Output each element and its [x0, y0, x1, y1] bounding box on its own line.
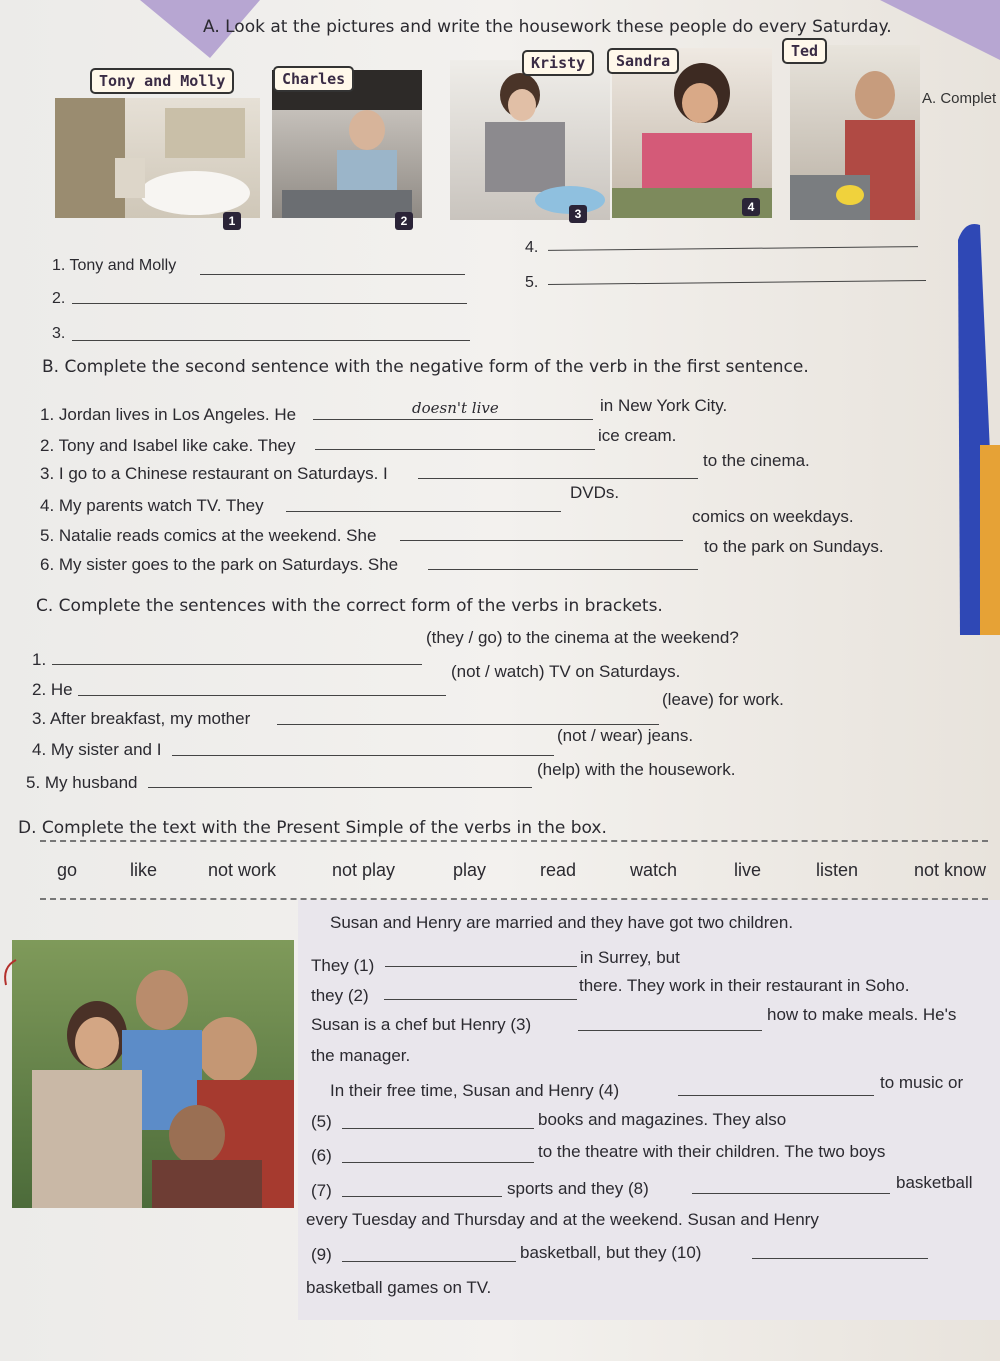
word-play: play: [453, 860, 487, 880]
c-row-2-left: 2. He: [32, 680, 73, 699]
photo-charles: [272, 70, 422, 218]
d-blank-3-suffix: how to make meals. He's: [767, 1005, 957, 1024]
label-kristy: Kristy: [522, 50, 594, 76]
label-sandra: Sandra: [607, 48, 679, 74]
b-row-3-left: 3. I go to a Chinese restaurant on Saturdays. I: [40, 464, 388, 483]
d-answer-line-4[interactable]: [678, 1095, 874, 1096]
d-answer-line-6[interactable]: [342, 1162, 534, 1163]
b-row-1-left: 1. Jordan lives in Los Angeles. He: [40, 405, 297, 424]
a-answer-line-2[interactable]: [72, 303, 467, 304]
d-answer-line-1[interactable]: [385, 966, 577, 967]
c-row-2-right: (not / watch) TV on Saturdays.: [451, 662, 681, 681]
pen-decoration: [950, 215, 1000, 635]
b-row-2-left: 2. Tony and Isabel like cake. They: [40, 436, 296, 455]
a-item-2: 2.: [52, 290, 66, 307]
c-row-3-left: 3. After breakfast, my mother: [32, 709, 251, 728]
section-d-title: D. Complete the text with the Present Simple of the verbs in the box.: [18, 818, 607, 838]
d-answer-line-7[interactable]: [342, 1196, 502, 1197]
d-blank-2-prefix: they (2): [311, 986, 369, 1005]
d-text-last: basketball games on TV.: [306, 1278, 492, 1297]
section-c-title: C. Complete the sentences with the correct form of the verbs in brackets.: [36, 596, 663, 616]
section-b-title: B. Complete the second sentence with the negative form of the verb in the first sentence.: [42, 357, 809, 377]
d-blank-10-prefix: basketball, but they (10): [520, 1243, 702, 1262]
photo-tony-molly: [55, 98, 260, 218]
c-row-4-right: (not / wear) jeans.: [557, 726, 694, 745]
d-blank-1-prefix: They (1): [311, 956, 375, 975]
word-box: [40, 840, 988, 900]
d-blank-9-prefix: (9): [311, 1245, 332, 1264]
b-answer-line-3[interactable]: [418, 478, 698, 479]
b-row-2-right: ice cream.: [598, 426, 677, 445]
photo-number-1: 1: [223, 212, 241, 230]
c-answer-line-2[interactable]: [78, 695, 446, 696]
c-row-3-right: (leave) for work.: [662, 690, 784, 709]
d-blank-5-prefix: (5): [311, 1112, 332, 1131]
photo-number-3: 3: [569, 205, 587, 223]
a-item-1: 1. Tony and Molly: [52, 257, 177, 274]
a-item-4: 4.: [525, 239, 539, 256]
b-answer-line-6[interactable]: [428, 569, 698, 570]
b-row-4-right: DVDs.: [570, 483, 620, 502]
d-blank-1-suffix: in Surrey, but: [580, 948, 680, 967]
label-ted: Ted: [782, 38, 827, 64]
photo-number-4: 4: [742, 198, 760, 216]
d-blank-6-prefix: (6): [311, 1146, 332, 1165]
b-row-5-left: 5. Natalie reads comics at the weekend. She: [40, 526, 377, 545]
b-row-3-right: to the cinema.: [703, 451, 810, 470]
d-blank-3-prefix: Susan is a chef but Henry (3): [311, 1015, 532, 1034]
d-blank-5-suffix: books and magazines. They also: [538, 1110, 787, 1129]
word-not-work: not work: [208, 860, 277, 880]
b-answer-line-5[interactable]: [400, 540, 683, 541]
d-answer-line-9[interactable]: [342, 1261, 516, 1262]
word-not-play: not play: [332, 860, 396, 880]
b-answer-line-2[interactable]: [315, 449, 595, 450]
d-answer-line-10[interactable]: [752, 1258, 928, 1259]
d-blank-2-suffix: there. They work in their restaurant in Soho.: [579, 976, 910, 995]
c-answer-line-5[interactable]: [148, 787, 532, 788]
b-answer-line-4[interactable]: [286, 511, 561, 512]
label-tony-molly: Tony and Molly: [90, 68, 234, 94]
c-answer-line-4[interactable]: [172, 755, 554, 756]
c-answer-line-1[interactable]: [52, 664, 422, 665]
word-go: go: [57, 860, 78, 880]
d-answer-line-2[interactable]: [384, 999, 577, 1000]
photo-ted: [790, 45, 920, 220]
d-answer-line-5[interactable]: [342, 1128, 534, 1129]
b-row-1-answer[interactable]: doesn't live: [412, 399, 499, 417]
section-a-cut-text: A. Complet: [922, 90, 997, 107]
d-blank-4-prefix: In their free time, Susan and Henry (4): [330, 1081, 620, 1100]
a-item-3: 3.: [52, 325, 66, 342]
d-text-line-1: Susan and Henry are married and they have got two children.: [330, 913, 794, 932]
d-blank-4-suffix: to music or: [880, 1073, 964, 1092]
word-listen: listen: [816, 860, 859, 880]
a-answer-line-1[interactable]: [200, 274, 465, 275]
label-charles: Charles: [273, 66, 354, 92]
pen-mark: [0, 955, 20, 995]
a-answer-line-4[interactable]: [548, 246, 918, 251]
d-blank-6-suffix: to the theatre with their children. The two boys: [538, 1142, 886, 1161]
b-row-6-right: to the park on Sundays.: [704, 537, 884, 556]
c-row-1-left: 1.: [32, 650, 47, 669]
photo-number-2: 2: [395, 212, 413, 230]
c-answer-line-3[interactable]: [277, 724, 659, 725]
d-blank-8-prefix: sports and they (8): [507, 1179, 649, 1198]
c-row-5-right: (help) with the housework.: [537, 760, 736, 779]
d-text-weekend: every Tuesday and Thursday and at the weekend. Susan and Henry: [306, 1210, 819, 1229]
photo-kristy: [450, 60, 610, 220]
d-answer-line-8[interactable]: [692, 1193, 890, 1194]
d-blank-8-suffix: basketball: [896, 1173, 973, 1192]
word-like: like: [130, 860, 158, 880]
a-answer-line-3[interactable]: [72, 340, 470, 341]
c-row-5-left: 5. My husband: [26, 773, 138, 792]
a-answer-line-5[interactable]: [548, 280, 926, 285]
word-read: read: [540, 860, 577, 880]
word-live: live: [734, 860, 762, 880]
c-row-1-right: (they / go) to the cinema at the weekend?: [426, 628, 739, 647]
d-blank-7-prefix: (7): [311, 1181, 332, 1200]
section-a-title: A. Look at the pictures and write the housework these people do every Saturday.: [203, 17, 892, 37]
word-watch: watch: [630, 860, 678, 880]
b-row-6-left: 6. My sister goes to the park on Saturdays. She: [40, 555, 399, 574]
b-row-5-right: comics on weekdays.: [692, 507, 854, 526]
photo-family: [12, 940, 294, 1208]
c-row-4-left: 4. My sister and I: [32, 740, 162, 759]
b-row-1-right: in New York City.: [600, 396, 728, 415]
b-answer-line-1[interactable]: [313, 419, 593, 420]
a-item-5: 5.: [525, 274, 539, 291]
d-answer-line-3[interactable]: [578, 1030, 762, 1031]
b-row-4-left: 4. My parents watch TV. They: [40, 496, 264, 515]
word-not-know: not know: [914, 860, 987, 880]
d-text-manager: the manager.: [311, 1046, 411, 1065]
